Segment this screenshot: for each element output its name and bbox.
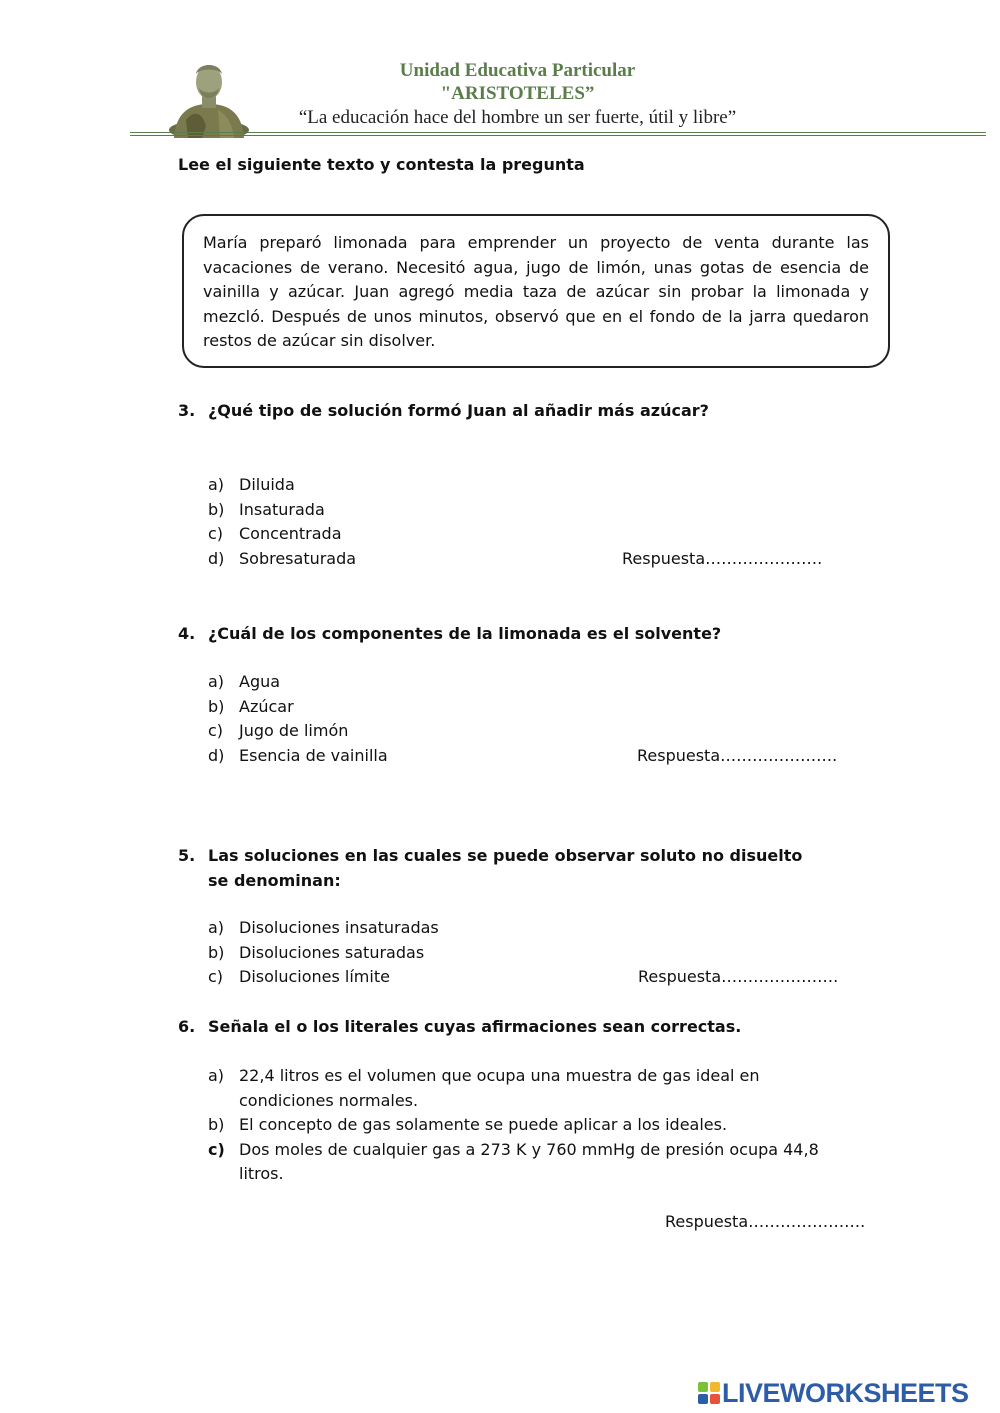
option-item[interactable] — [208, 941, 439, 966]
option-item[interactable] — [208, 547, 356, 572]
option-letter: b) — [208, 942, 225, 962]
liveworksheets-logo-icon — [698, 1382, 720, 1404]
option-letter: a) — [208, 475, 225, 494]
option-letter: c) — [208, 524, 224, 543]
school-header — [130, 50, 986, 136]
answer-field-6[interactable]: Respuesta…………………. — [665, 1212, 866, 1231]
reading-passage-box — [182, 214, 890, 368]
option-text: Jugo de limón — [239, 721, 349, 740]
liveworksheets-brand: LIVEWORKSHEETS — [722, 1378, 969, 1408]
option-text: Disoluciones insaturadas — [239, 918, 439, 937]
option-text: Azúcar — [239, 696, 294, 716]
question-number: 4. — [178, 624, 196, 643]
option-item[interactable] — [208, 744, 388, 769]
question-4 — [178, 621, 721, 646]
option-letter: c) — [208, 967, 224, 986]
option-item[interactable] — [208, 670, 388, 695]
option-letter: b) — [208, 1115, 225, 1134]
option-item[interactable] — [208, 719, 388, 744]
option-text: Disoluciones límite — [239, 967, 390, 986]
option-text: Agua — [239, 672, 281, 691]
option-text: Insaturada — [239, 499, 325, 519]
option-text: 22,4 litros es el volumen que ocupa una muestra de gas ideal en condiciones normales. — [239, 1066, 760, 1110]
option-text: Dos moles de cualquier gas a 273 K y 760 mmHg de presión ocupa 44,8 litros. — [239, 1139, 819, 1183]
option-text: Esencia de vainilla — [239, 745, 388, 765]
school-subtitle: "ARISTOTELES” — [440, 83, 595, 104]
question-6 — [178, 1014, 741, 1039]
question-5 — [178, 843, 808, 893]
question-5-options — [208, 916, 439, 990]
option-item[interactable] — [208, 965, 439, 990]
question-text: ¿Cuál de los componentes de la limonada es el solvente? — [208, 624, 722, 643]
question-3-options — [208, 473, 356, 571]
instruction-text: Lee el siguiente texto y contesta la pregunta — [178, 155, 585, 174]
question-3 — [178, 398, 709, 423]
option-letter: b) — [208, 696, 225, 716]
question-6-options — [208, 1064, 848, 1187]
option-item[interactable] — [208, 1138, 848, 1187]
option-item[interactable] — [208, 522, 356, 547]
option-item[interactable] — [208, 1064, 848, 1113]
option-item[interactable] — [208, 1113, 848, 1138]
school-motto: “La educación hace del hombre un ser fuerte, útil y libre” — [298, 107, 737, 128]
answer-field-4[interactable]: Respuesta…………………. — [637, 746, 838, 765]
question-number: 6. — [178, 1017, 196, 1036]
header-divider — [130, 132, 986, 133]
question-number: 3. — [178, 401, 196, 420]
option-item[interactable] — [208, 916, 439, 941]
reading-passage: María preparó limonada para emprender un proyecto de venta durante las vacaciones de verano. Necesitó agua, jugo de limón, unas gotas de esencia de vainilla y azúcar. Juan agregó media taza de azúcar sin probar la limonada y mezcló. Después de unos minutos, observó que en el fondo de la jarra quedaron restos de azúcar sin disolver. — [203, 233, 869, 350]
option-letter: c) — [208, 721, 224, 740]
option-letter: d) — [208, 745, 225, 765]
option-letter: a) — [208, 918, 225, 937]
header-divider — [130, 135, 986, 136]
option-letter: c) — [208, 1139, 225, 1159]
question-text: Las soluciones en las cuales se puede observar soluto no disuelto se denominan: — [208, 846, 803, 890]
option-text: Disoluciones saturadas — [239, 942, 425, 962]
option-item[interactable] — [208, 695, 388, 720]
question-4-options — [208, 670, 388, 768]
option-text: Concentrada — [239, 524, 342, 543]
option-item[interactable] — [208, 473, 356, 498]
answer-field-3[interactable]: Respuesta…………………. — [622, 549, 823, 568]
option-text: Sobresaturada — [239, 548, 357, 568]
option-item[interactable] — [208, 498, 356, 523]
option-letter: b) — [208, 499, 225, 519]
question-text: ¿Qué tipo de solución formó Juan al añadir más azúcar? — [208, 401, 709, 420]
question-text: Señala el o los literales cuyas afirmaciones sean correctas. — [208, 1017, 742, 1036]
option-letter: a) — [208, 1066, 225, 1085]
option-text: Diluida — [239, 475, 295, 494]
liveworksheets-footer — [698, 1377, 992, 1409]
option-letter: d) — [208, 548, 225, 568]
option-text: El concepto de gas solamente se puede aplicar a los ideales. — [239, 1115, 728, 1134]
answer-field-5[interactable]: Respuesta…………………. — [638, 967, 839, 986]
question-number: 5. — [178, 846, 196, 865]
option-letter: a) — [208, 672, 225, 691]
school-name: Unidad Educativa Particular — [399, 60, 636, 81]
